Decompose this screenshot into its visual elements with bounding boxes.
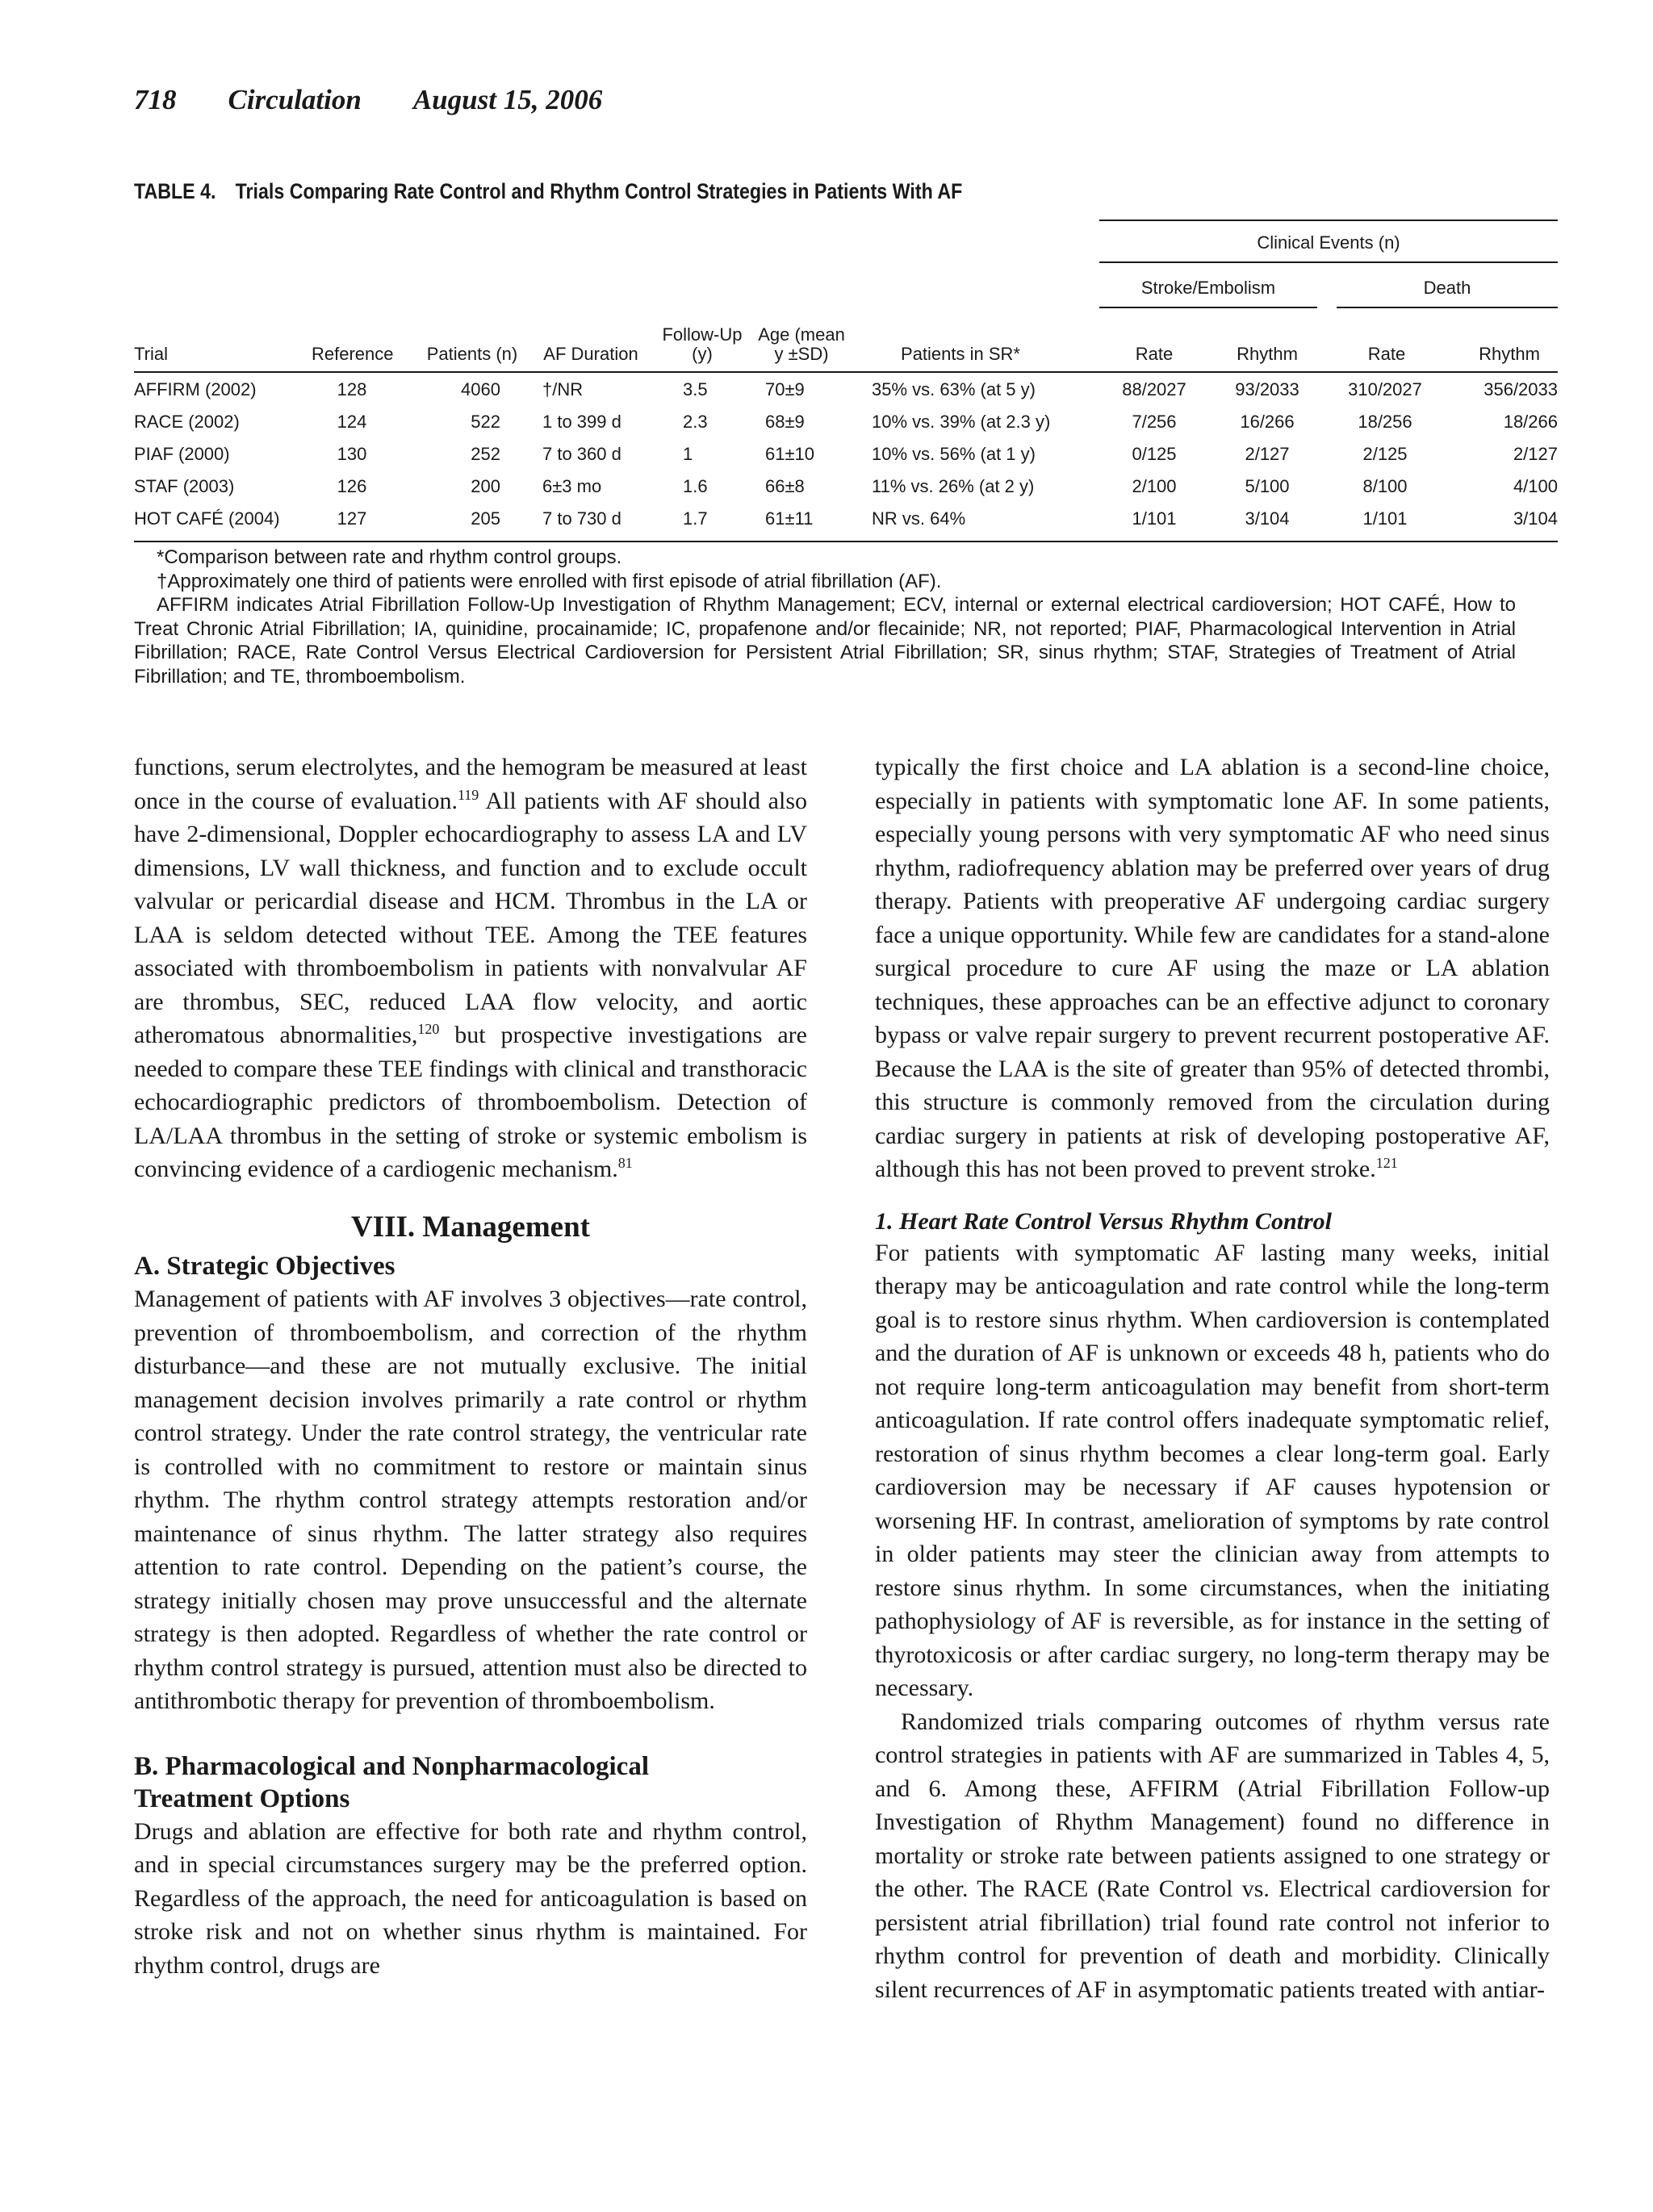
table-cell: 4060 [461, 379, 500, 399]
col-header-death-rate: Rate [1367, 344, 1406, 364]
col-header-patients-sr: Patients in SR* [901, 344, 1020, 364]
paragraph: Management of patients with AF involves 3 objectives—rate control, prevention of thromboembolism, and correction of the rhythm disturbance—and these are not mutually exclusive. The initial management decision involves primarily a rate control or rhythm control strategy. Under the rate control strategy, the ventricular rate is controlled with no commitment to restore or maintain sinus rhythm. The rhythm control strategy attempts restoration and/or maintenance of sinus rhythm. The latter strategy also requires attention to rate control. Depending on the patient’s course, the strategy initially chosen may prove unsuccessful and the alternate strategy is then adopted. Regardless of whether the rate control or rhythm control strategy is pursued, attention must also be directed to antithrombotic therapy for prevention of thromboembolism. [134, 1286, 807, 1714]
col-header-stroke-rhythm: Rhythm [1237, 344, 1298, 364]
table-cell: 1 to 399 d [542, 412, 621, 432]
footnote: *Comparison between rate and rhythm control groups. [157, 546, 622, 568]
table-cell: AFFIRM (2002) [134, 379, 257, 399]
col-header-reference: Reference [312, 344, 394, 364]
table-cell: 126 [337, 476, 367, 496]
clinical-events-rule [1099, 261, 1558, 263]
table-bottom-rule [134, 541, 1558, 542]
table-cell: 1 [683, 444, 693, 464]
table-cell: HOT CAFÉ (2004) [134, 508, 280, 529]
table-cell: 3.5 [683, 379, 708, 399]
table-cell: 66±8 [765, 476, 805, 496]
table-cell: 252 [471, 444, 500, 464]
table-cell: 1/101 [1362, 508, 1408, 529]
citation: 81 [617, 1155, 633, 1171]
table-cell: 16/266 [1240, 412, 1295, 432]
col-header-death-rhythm: Rhythm [1479, 344, 1540, 364]
table-cell: 200 [471, 476, 500, 496]
table-cell: 88/2027 [1122, 379, 1186, 399]
citation: 119 [457, 786, 479, 803]
table-cell: 128 [337, 379, 367, 399]
paragraph: For patients with symptomatic AF lasting many weeks, initial therapy may be anticoagulation and rate control while the long-term goal is to restore sinus rhythm. When cardioversion is contemplated and the duration of AF is unknown or exceeds 48 h, patients who do not require long-term anticoagulation may benefit from short-term anticoagulation. If rate control offers inadequate symptomatic relief, restoration of sinus rhythm becomes a clear long-term goal. Early cardioversion may be necessary if AF causes hypotension or worsening HF. In contrast, amelioration of symptoms by rate control in older patients may steer the clinician away from attempts to restore sinus rhythm. In some circumstances, when the initiating pathophysiology of AF is reversible, as for instance in the setting of thyrotoxicosis or after cardiac surgery, no long-term therapy may be necessary. [875, 1239, 1550, 1701]
table-cell: 2/100 [1132, 476, 1177, 496]
journal-name: Circulation [228, 84, 362, 115]
table-cell: 7/256 [1132, 412, 1177, 432]
table-cell: 5/100 [1245, 476, 1290, 496]
table-footnotes [134, 546, 1516, 688]
header-bottom-rule [134, 371, 1558, 373]
page-number: 718 [134, 84, 177, 115]
table-cell: 124 [337, 412, 367, 432]
table-cell: 18/256 [1358, 412, 1412, 432]
table-cell: †/NR [542, 379, 584, 399]
table-cell: 6±3 mo [542, 476, 602, 496]
issue-date: August 15, 2006 [412, 84, 603, 115]
table-cell: 1.7 [683, 508, 708, 529]
table-cell: 522 [471, 412, 500, 432]
table-cell: STAF (2003) [134, 476, 235, 496]
citation: 121 [1375, 1155, 1398, 1171]
col-header-followup-1: Follow-Up [662, 324, 743, 345]
subsubsection-heading: 1. Heart Rate Control Versus Rhythm Control [875, 1207, 1332, 1235]
subsection-heading-b: B. Pharmacological and Nonpharmacological Treatment Options [134, 1751, 649, 1813]
table-cell: 18/266 [1503, 412, 1558, 432]
paragraph: typically the first choice and LA ablation is a second-line choice, especially in patients with symptomatic lone AF. In some patients, especially young persons with very symptomatic AF who need sinus rhythm, radiofrequency ablation may be preferred over years of drug therapy. Patients with preoperative AF undergoing cardiac surgery face a unique opportunity. While few are candidates for a stand-alone surgical procedure to cure AF using the maze or LA ablation techniques, these approaches can be an effective adjunct to coronary bypass or valve repair surgery to prevent recurrent postoperative AF. Because the LAA is the site of greater than 95% of detected thrombi, this structure is commonly removed from the circulation during cardiac surgery in patients at risk of developing postoperative AF, although this has not been proved to prevent stroke.$^{121}$ [875, 754, 1550, 1182]
table-cell: 130 [337, 444, 367, 464]
table-cell: 93/2033 [1235, 379, 1299, 399]
table-cell: 2/125 [1362, 444, 1408, 464]
col-header-trial: Trial [134, 344, 168, 364]
paragraph: Randomized trials comparing outcomes of rhythm versus rate control strategies in patients with AF are summarized in Tables 4, 5, and 6. Among these, AFFIRM (Atrial Fibrillation Follow-up Investigation of Rhythm Management) found no difference in mortality or stroke rate between patients assigned to one strategy or the other. The RACE (Rate Control vs. Electrical cardioversion for persistent atrial fibrillation) trial found rate control not inferior to rhythm control for prevention of death and morbidity. Clinically silent recurrences of AF in asymptomatic patients treated with antiar- [875, 1708, 1550, 2003]
table-caption [134, 179, 962, 204]
left-column [134, 751, 807, 1982]
table-cell: 61±10 [765, 444, 815, 464]
footnote: †Approximately one third of patients were enrolled with first episode of atrial fibrillation (AF). [157, 570, 942, 592]
subgroup-stroke: Stroke/Embolism [1140, 278, 1276, 298]
table-cell: PIAF (2000) [134, 444, 230, 464]
table-title: Trials Comparing Rate Control and Rhythm Control Strategies in Patients With AF [235, 179, 963, 203]
table-cell: 2/127 [1513, 444, 1558, 464]
table-cell: 2/127 [1245, 444, 1290, 464]
table-cell: 356/2033 [1484, 379, 1558, 399]
table-cell: 3/104 [1513, 508, 1558, 529]
table-cell: 7 to 360 d [542, 444, 621, 464]
table-cell: 11% vs. 26% (at 2 y) [872, 476, 1035, 496]
col-header-followup-2: (y) [692, 344, 713, 364]
table-cell: 8/100 [1362, 476, 1408, 496]
table-cell: RACE (2002) [134, 412, 240, 432]
table-cell: 4/100 [1513, 476, 1558, 496]
subgroup-death: Death [1423, 278, 1471, 298]
running-head [134, 84, 654, 116]
table-cell: 61±11 [765, 508, 814, 529]
table-cell: 127 [337, 508, 367, 529]
table-cell: 70±9 [765, 379, 805, 399]
subsection-heading-a: A. Strategic Objectives [134, 1252, 395, 1281]
col-header-age-1: Age (mean [758, 324, 845, 345]
section-heading: VIII. Management [351, 1210, 590, 1244]
table-cell: 7 to 730 d [542, 508, 621, 529]
paragraph: functions, serum electrolytes, and the hemogram be measured at least once in the course of evaluation.$^{119}$ All patients with AF should also have 2-dimensional, Doppler echocardiography to assess LA and LV dimensions, LV wall thickness, and function and to exclude occult valvular or pericardial disease and HCM. Thrombus in the LA or LAA is seldom detected without TEE. Among the TEE features associated with thromboembolism in patients with nonvalvular AF are thrombus, SEC, reduced LAA flow velocity, and aortic atheromatous abnormalities,$^{120}$ but prospective investigations are needed to compare these TEE findings with clinical and transthoracic echocardiographic predictors of thromboembolism. Detection of LA/LAA thrombus in the setting of stroke or systemic embolism is convincing evidence of a cardiogenic mechanism.$^{81}$ [134, 754, 807, 1182]
table-cell: 3/104 [1245, 508, 1290, 529]
table-cell: 10% vs. 56% (at 1 y) [872, 444, 1036, 464]
citation: 120 [417, 1021, 440, 1037]
right-column [875, 751, 1550, 2006]
table-label: TABLE 4. [134, 179, 216, 203]
stroke-rule [1099, 307, 1317, 308]
table-cell: 2.3 [683, 412, 708, 432]
col-header-stroke-rate: Rate [1135, 344, 1174, 364]
table-cell: 0/125 [1132, 444, 1177, 464]
table-top-rule [1099, 220, 1558, 221]
table-cell: 1/101 [1132, 508, 1177, 529]
table-cell: NR vs. 64% [872, 508, 966, 529]
group-header-clinical-events: Clinical Events (n) [1257, 232, 1400, 253]
table-cell: 10% vs. 39% (at 2.3 y) [872, 412, 1051, 432]
table-cell: 310/2027 [1348, 379, 1422, 399]
table-cell: 1.6 [683, 476, 708, 496]
table-cell: 68±9 [765, 412, 805, 432]
table-cell: 35% vs. 63% (at 5 y) [872, 379, 1036, 399]
col-header-patients: Patients (n) [426, 344, 518, 364]
col-header-af-duration: AF Duration [543, 344, 638, 364]
col-header-age-2: y ±SD) [774, 344, 829, 364]
death-rule [1337, 307, 1558, 308]
paragraph: Drugs and ablation are effective for both rate and rhythm control, and in special circumstances surgery may be the preferred option. Regardless of the approach, the need for anticoagulation is based on stroke risk and not on whether sinus rhythm is maintained. For rhythm control, drugs are [134, 1817, 807, 1979]
footnote: AFFIRM indicates Atrial Fibrillation Follow-Up Investigation of Rhythm Management; ECV, internal or external electrical cardioversion; HOT CAFÉ, How to Treat Chronic Atrial Fibrillation; IA, quinidine, procainamide; IC, propafenone and/or flecainide; NR, not reported; PIAF, Pharmacological Intervention in Atrial Fibrillation; RACE, Rate Control Versus Electrical Cardioversion for Persistent Atrial Fibrillation; SR, sinus rhythm; STAF, Strategies of Treatment of Atrial Fibrillation; and TE, thromboembolism. [134, 594, 1516, 688]
table-cell: 205 [471, 508, 500, 529]
